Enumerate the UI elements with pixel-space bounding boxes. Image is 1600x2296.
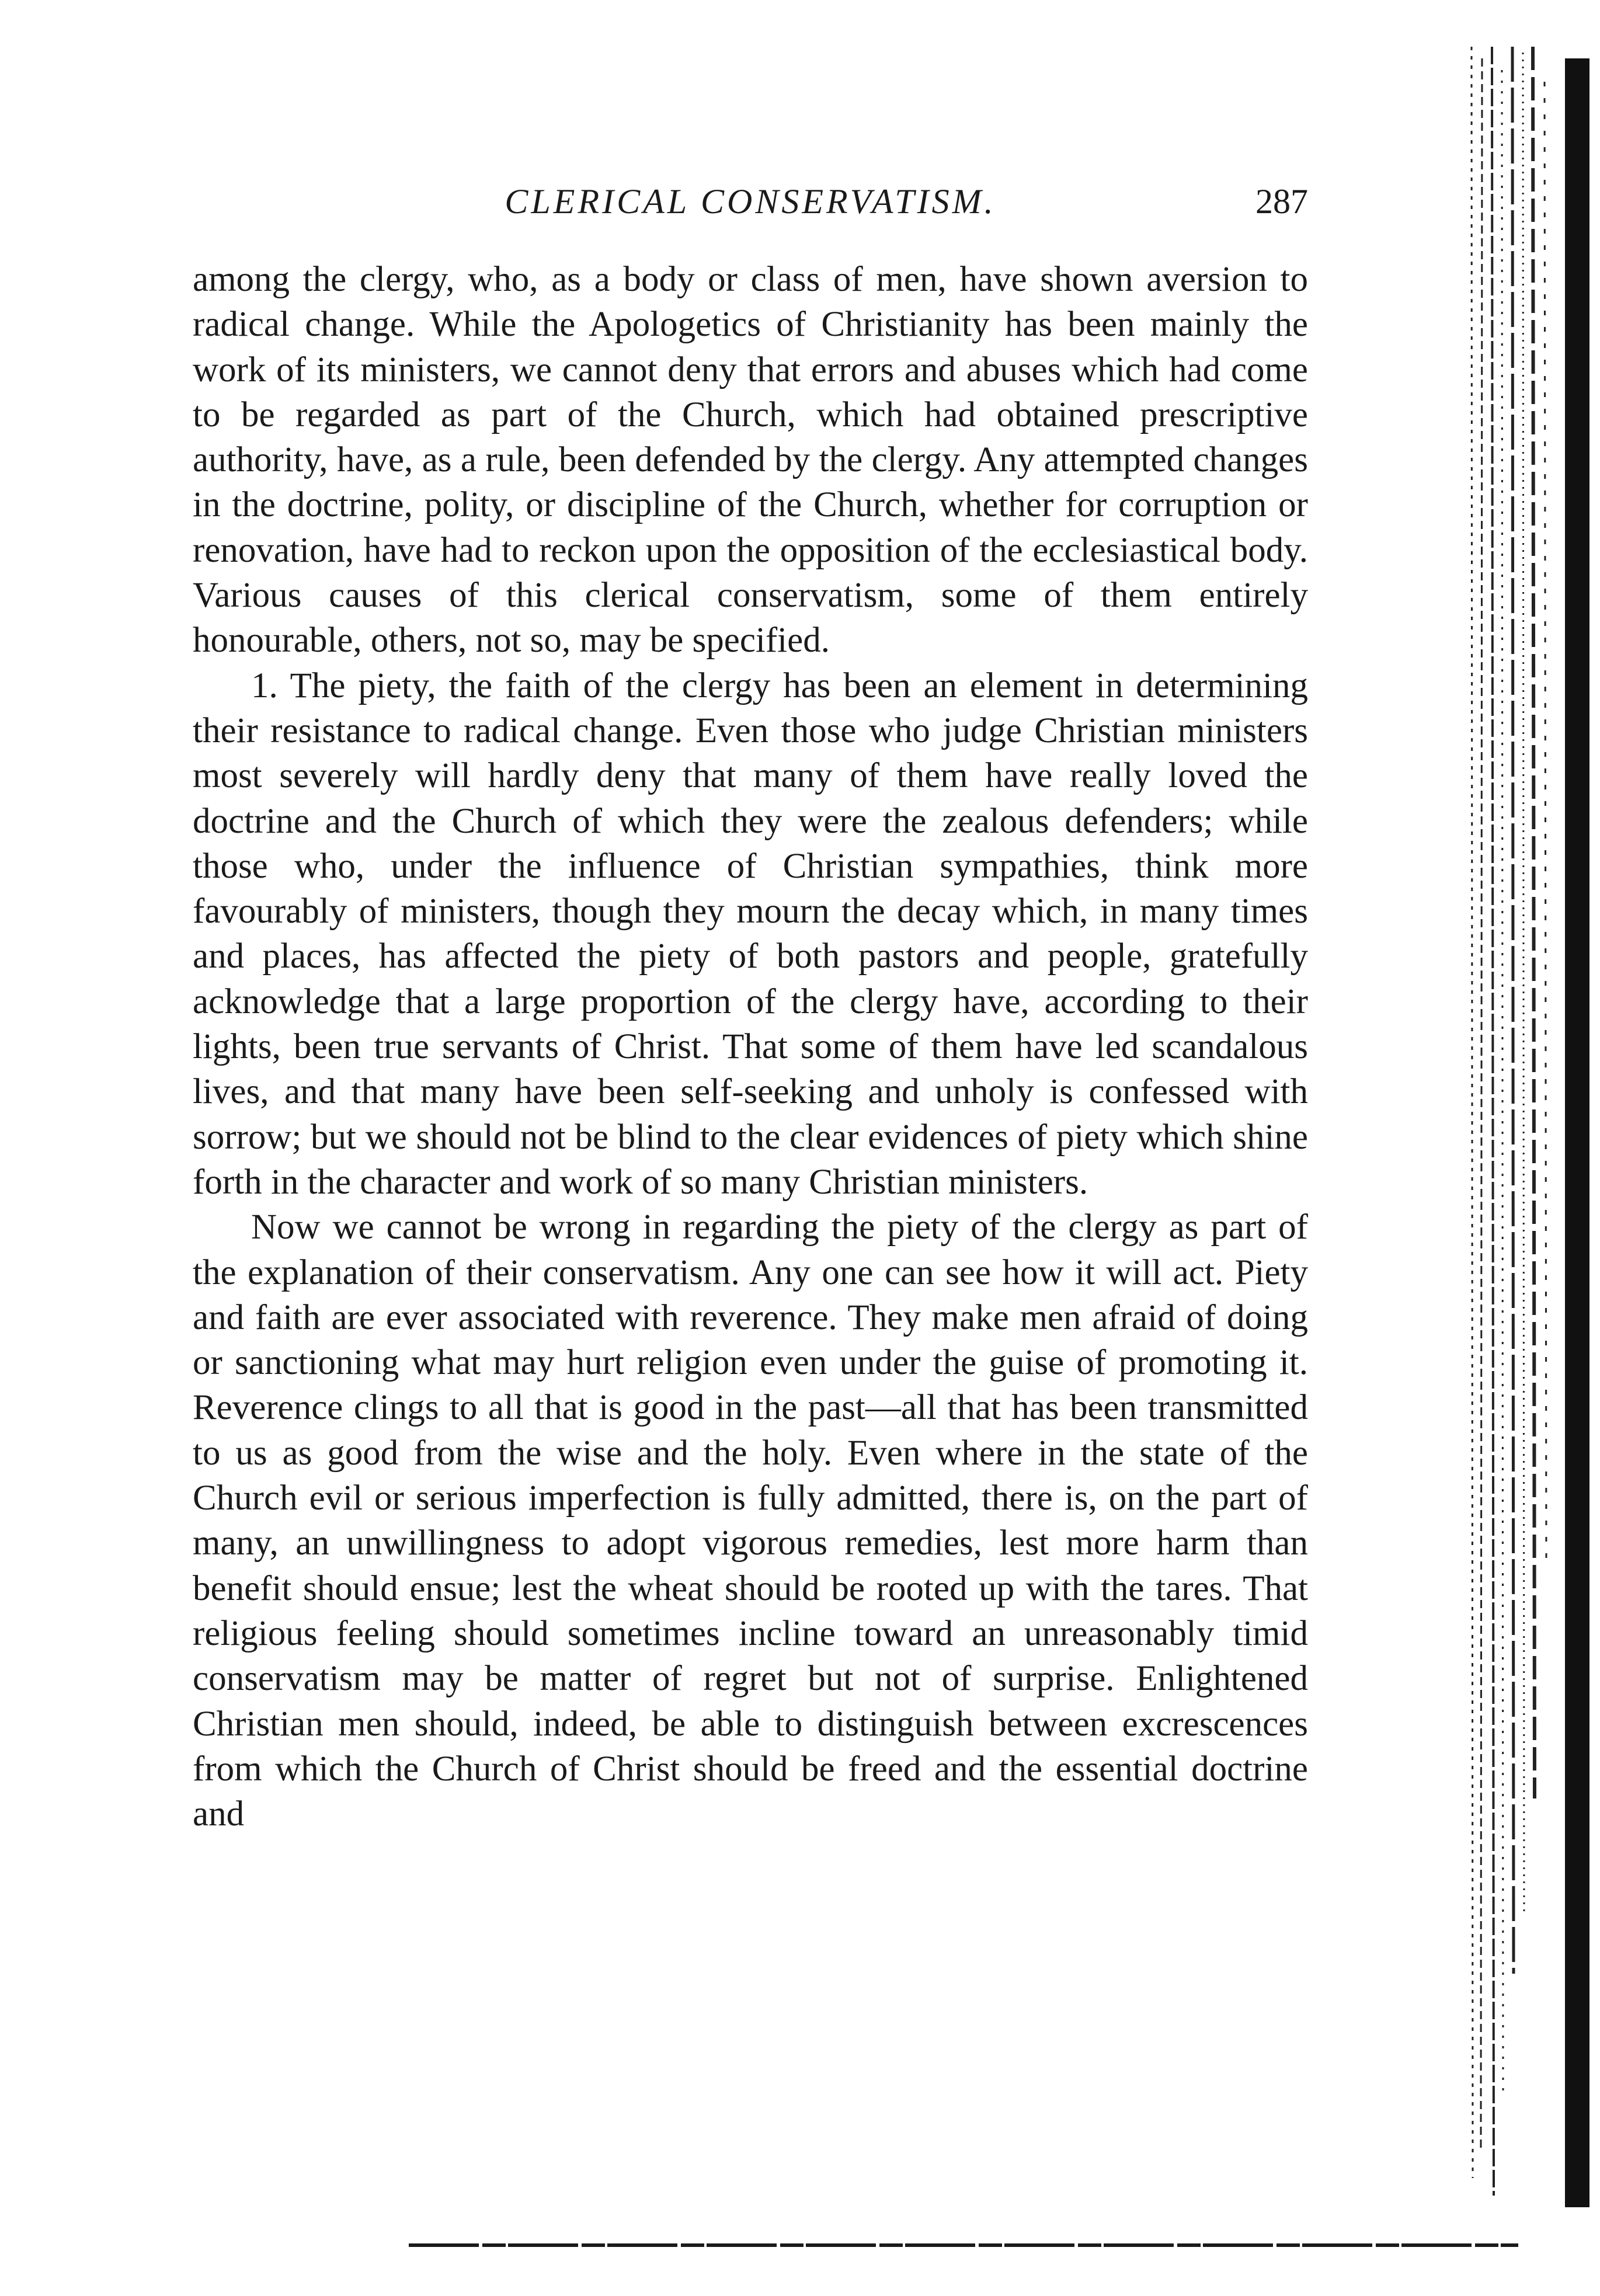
paragraph-conservatism: Now we cannot be wrong in regarding the piety of the clergy as part of the explanation of their conservatism. Any one can see how it will act. Piety and faith are ever associated with reverence. They make men afraid of doing or sanctioning what may hurt religion even under the guise of promoting it. Reverence clings to all that is good in the past—all that has been transmitted to us as good from the wise and the holy. Even where in the state of the Church evil or serious imperfection is fully admitted, there is, on the part of many, an unwillingness to adopt vigorous remedies, lest more harm than benefit should ensue; lest the wheat should be rooted up with the tares. That religious feeling should sometimes incline toward an unreasonably timid conservatism may be matter of regret but not of surprise. Enlightened Christian men should, indeed, be able to distinguish between excrescences from which the Church of Christ should be freed and the essential doctrine and	[193, 1208, 1308, 1834]
running-title: CLERICAL CONSERVATISM.	[505, 182, 996, 221]
gutter-shadow	[1565, 58, 1589, 2207]
scan-bottom-rule	[409, 2241, 1518, 2249]
page-number: 287	[1255, 182, 1308, 221]
scan-binding-edge	[1460, 47, 1553, 2207]
running-head	[193, 178, 1308, 225]
paragraph-piety: 1. The piety, the faith of the clergy has been an element in determining their resistance to radical change. Even those who judge Christian ministers most severely will hardly deny that many of them have really loved the doctrine and the Church of which they were the zealous defenders; while those who, under the influence of Christian sympathies, think more favourably of ministers, though they mourn the decay which, in many times and places, has affected the piety of both pastors and people, gratefully acknowledge that a large proportion of the clergy have, according to their lights, been true servants of Christ. That some of them have led scandalous lives, and that many have been self-seeking and unholy is confessed with sorrow; but we should not be blind to the clear evidences of piety which shine forth in the character and work of so many Christian ministers.	[193, 666, 1308, 1202]
body-text	[193, 257, 1308, 1836]
paragraph-continuation: among the clergy, who, as a body or class of men, have shown aversion to radical change. While the Apologetics of Christianity has been mainly the work of its ministers, we cannot deny that errors and abuses which had come to be regarded as part of the Church, which had obtained prescriptive authority, have, as a rule, been defended by the clergy. Any attempted changes in the doctrine, polity, or discipline of the Church, whether for corruption or renovation, have had to reckon upon the opposition of the ecclesiastical body. Various causes of this clerical conservatism, some of them entirely honourable, others, not so, may be specified.	[193, 260, 1308, 660]
